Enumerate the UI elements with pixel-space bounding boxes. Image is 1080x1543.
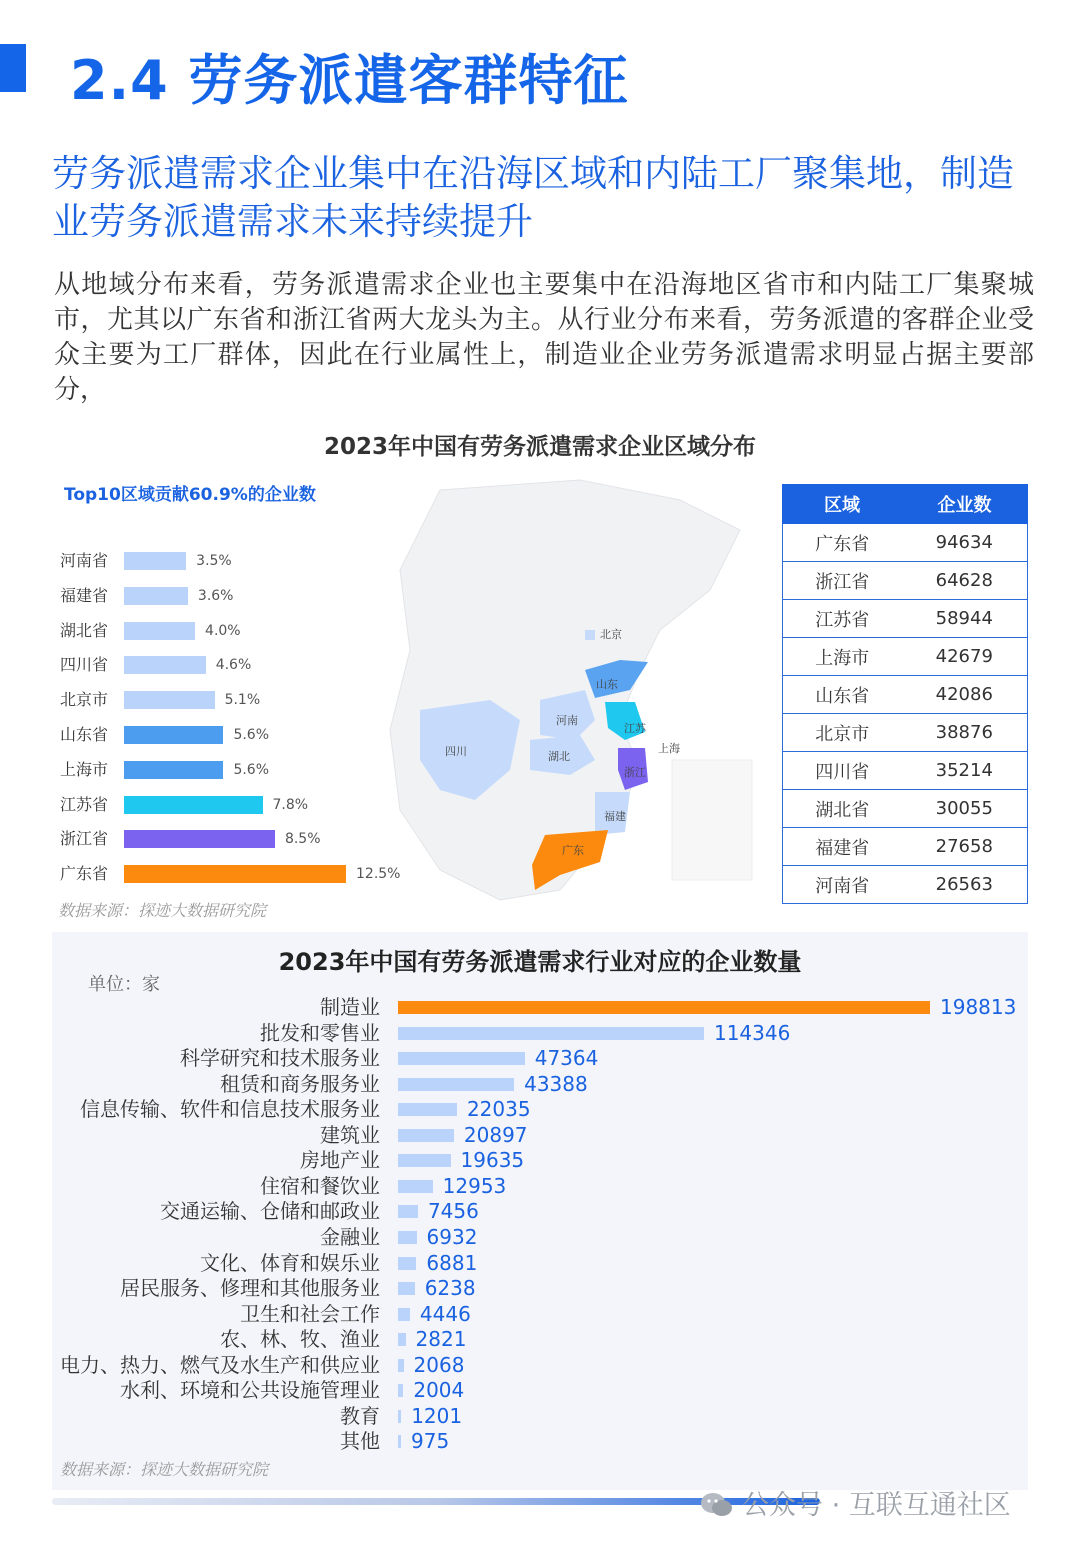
page-title: 2.4 劳务派遣客群特征 — [70, 49, 629, 112]
industry-bar — [398, 1435, 401, 1448]
industry-bar-row — [0, 1429, 1080, 1454]
industry-bar — [398, 1154, 451, 1167]
industry-source-note: 数据来源：探迹大数据研究院 — [60, 1460, 269, 1479]
industry-bar-row — [0, 1046, 1080, 1071]
industry-bar-row — [0, 1251, 1080, 1273]
region-bar-value: 3.5% — [196, 553, 232, 569]
table-row — [783, 600, 1028, 638]
industry-bar-label: 水利、环境和公共设施管理业 — [120, 1378, 380, 1403]
industry-bar-label: 金融业 — [320, 1224, 380, 1249]
table-row — [783, 866, 1028, 904]
industry-bar-row — [0, 1378, 1080, 1403]
industry-bar — [398, 1180, 433, 1193]
industry-bar-label: 信息传输、软件和信息技术服务业 — [80, 1097, 380, 1122]
industry-bar — [398, 1103, 457, 1116]
region-bar-value: 7.8% — [272, 796, 309, 813]
table-cell-region: 广东省 — [783, 524, 902, 562]
industry-bar-value: 4446 — [419, 1301, 471, 1326]
industry-bar-label: 住宿和餐饮业 — [260, 1173, 380, 1198]
table-cell-region: 浙江省 — [783, 562, 902, 600]
region-bar — [124, 691, 215, 709]
table-cell-count: 42086 — [902, 676, 1028, 714]
industry-bar-row — [0, 1021, 1080, 1043]
region-bar — [124, 865, 346, 883]
industry-bar-label: 卫生和社会工作 — [240, 1301, 380, 1326]
table-row — [783, 752, 1028, 790]
region-bar-value: 8.5% — [284, 831, 321, 848]
region-bar-label: 四川省 — [60, 655, 109, 675]
table-cell-region: 江苏省 — [783, 600, 902, 638]
industry-bar — [398, 1359, 404, 1372]
industry-bar-label: 房地产业 — [300, 1148, 380, 1173]
table-row — [783, 524, 1028, 562]
industry-bar — [398, 1001, 930, 1014]
map-label-shanghai: 上海 — [658, 742, 680, 755]
industry-bar-label: 农、林、牧、渔业 — [220, 1327, 380, 1352]
industry-bar-value: 2068 — [413, 1352, 465, 1377]
region-bar — [124, 796, 263, 814]
region-bar-label: 河南省 — [60, 551, 109, 570]
map-label-jiangsu: 江苏 — [624, 722, 646, 735]
region-bar-label: 福建省 — [60, 585, 109, 605]
table-header-count: 企业数 — [902, 485, 1028, 524]
industry-bar-row — [0, 995, 1080, 1017]
industry-bar-value: 1201 — [411, 1403, 463, 1428]
map-label-henan: 河南 — [556, 714, 578, 727]
industry-bar-row — [0, 1302, 1080, 1324]
table-cell-region: 湖北省 — [783, 790, 902, 828]
industry-bar-label: 科学研究和技术服务业 — [180, 1046, 380, 1071]
industry-bar-label: 交通运输、仓储和邮政业 — [160, 1199, 380, 1224]
industry-bar — [398, 1078, 514, 1091]
industry-bar-row — [0, 1174, 1080, 1196]
region-bar-label: 广东省 — [60, 864, 109, 884]
industry-bar — [398, 1205, 418, 1218]
industry-bar-value: 6932 — [426, 1224, 478, 1249]
industry-bar-label: 批发和零售业 — [260, 1020, 380, 1045]
industry-bar — [398, 1282, 415, 1295]
region-source-note: 数据来源：探迹大数据研究院 — [58, 901, 267, 920]
industry-bar-label: 建筑业 — [320, 1122, 380, 1147]
industry-bar-label: 文化、体育和娱乐业 — [200, 1250, 380, 1275]
table-cell-count: 38876 — [902, 714, 1028, 752]
industry-bar-value: 198813 — [940, 995, 1017, 1019]
industry-bar-value: 22035 — [466, 1097, 531, 1122]
south-sea-inset — [672, 760, 752, 880]
industry-bar-value: 43388 — [524, 1071, 588, 1096]
region-bar-label: 湖北省 — [60, 620, 109, 640]
china-map — [380, 470, 780, 920]
industry-chart-title: 2023年中国有劳务派遣需求行业对应的企业数量 — [278, 948, 802, 976]
industry-bar — [398, 1231, 417, 1244]
industry-bar-row — [0, 1199, 1080, 1224]
table-cell-region: 四川省 — [783, 752, 902, 790]
table-row — [783, 562, 1028, 600]
industry-bar-row — [0, 1225, 1080, 1247]
table-cell-region: 上海市 — [783, 638, 902, 676]
table-cell-count: 26563 — [902, 866, 1028, 904]
body-paragraph: 从地域分布来看，劳务派遣需求企业也主要集中在沿海地区省市和内陆工厂集聚城市，尤其以广东省和浙江省两大龙头为主。从行业分布来看，劳务派遣的客群企业受众主要为工厂群体，因此在行业属性上，制造业企业劳务派遣需求明显占据主要部分， — [54, 270, 1034, 405]
region-bar — [124, 552, 186, 570]
region-bar-label: 浙江省 — [60, 829, 109, 849]
industry-bar-value: 20897 — [463, 1122, 528, 1147]
region-bar-value: 5.6% — [233, 761, 270, 778]
industry-bar — [398, 1052, 525, 1065]
region-bar-label: 北京市 — [60, 690, 109, 710]
industry-bar-row — [0, 1327, 1080, 1352]
table-row — [783, 714, 1028, 752]
section-subtitle: 劳务派遣需求企业集中在沿海区域和内陆工厂聚集地，制造业劳务派遣需求未来持续提升 — [52, 152, 1014, 243]
industry-bar-row — [0, 1148, 1080, 1173]
industry-bar-row — [0, 1353, 1080, 1375]
industry-bar-value: 6238 — [424, 1276, 476, 1301]
table-cell-count: 64628 — [902, 562, 1028, 600]
table-cell-count: 30055 — [902, 790, 1028, 828]
table-cell-count: 27658 — [902, 828, 1028, 866]
region-chart-title: 2023年中国有劳务派遣需求企业区域分布 — [323, 434, 756, 460]
table-header-region: 区域 — [783, 485, 902, 524]
region-bar-label: 上海市 — [60, 759, 109, 779]
table-cell-count: 94634 — [902, 524, 1028, 562]
table-cell-region: 北京市 — [783, 714, 902, 752]
table-cell-region: 福建省 — [783, 828, 902, 866]
top10-label: Top10区域贡献60.9%的企业数 — [64, 485, 316, 505]
region-bar — [124, 587, 188, 605]
region-bar-label: 江苏省 — [60, 794, 109, 814]
map-label-fujian: 福建 — [604, 810, 626, 823]
industry-bar-value: 7456 — [427, 1199, 479, 1224]
map-label-hubei: 湖北 — [548, 750, 570, 763]
industry-unit-label: 单位：家 — [88, 974, 160, 995]
map-label-beijing: 北京 — [600, 628, 622, 641]
region-bar-label: 山东省 — [60, 725, 109, 744]
region-bar-value: 3.6% — [197, 587, 234, 604]
table-row — [783, 676, 1028, 714]
industry-bar-label: 居民服务、修理和其他服务业 — [120, 1276, 380, 1301]
wechat-icon — [700, 1491, 734, 1519]
industry-bar-row — [0, 1123, 1080, 1145]
table-cell-region: 河南省 — [783, 866, 902, 904]
industry-bar — [398, 1027, 704, 1040]
industry-bar — [398, 1384, 403, 1397]
industry-bar — [398, 1333, 406, 1346]
industry-bar-value: 2004 — [413, 1378, 465, 1403]
map-label-zhejiang: 浙江 — [624, 766, 646, 779]
industry-bar-value: 19635 — [460, 1148, 525, 1173]
map-label-sichuan: 四川 — [445, 745, 467, 758]
region-bar-value: 4.6% — [215, 657, 252, 674]
region-bar — [124, 761, 223, 779]
industry-bar-label: 教育 — [340, 1403, 380, 1428]
region-guangdong — [532, 830, 608, 890]
industry-bar-row — [0, 1072, 1080, 1094]
region-bar-value: 4.0% — [205, 622, 241, 639]
region-bar-value: 5.1% — [224, 692, 261, 709]
industry-bar-label: 租赁和商务服务业 — [220, 1071, 380, 1096]
industry-bar-value: 12953 — [442, 1173, 507, 1198]
table-cell-region: 山东省 — [783, 676, 902, 714]
region-bar-value: 5.6% — [233, 727, 270, 743]
map-label-guangdong: 广东 — [562, 844, 584, 857]
industry-bar — [398, 1129, 454, 1142]
table-row — [783, 828, 1028, 866]
region-bar — [124, 622, 195, 640]
table-row — [783, 790, 1028, 828]
industry-bar-value: 47364 — [534, 1046, 599, 1071]
industry-bar-label: 制造业 — [320, 995, 380, 1019]
region-bar — [124, 830, 275, 848]
industry-bar — [398, 1257, 416, 1270]
industry-bar-row — [0, 1097, 1080, 1122]
table-cell-count: 42679 — [902, 638, 1028, 676]
region-table — [782, 484, 1028, 904]
table-row — [783, 638, 1028, 676]
industry-bar-value: 2821 — [415, 1327, 467, 1352]
industry-bar-value: 114346 — [713, 1020, 791, 1045]
industry-bar-label: 电力、热力、燃气及水生产和供应业 — [60, 1352, 380, 1377]
industry-bar-value: 6881 — [426, 1250, 478, 1275]
industry-bar — [398, 1410, 401, 1423]
map-label-shandong: 山东 — [596, 678, 618, 691]
industry-bar — [398, 1308, 410, 1321]
table-cell-count: 35214 — [902, 752, 1028, 790]
industry-bar-label: 其他 — [340, 1429, 380, 1454]
industry-bar-row — [0, 1276, 1080, 1301]
region-beijing — [585, 630, 595, 640]
title-marker — [0, 44, 26, 92]
region-bar — [124, 656, 206, 674]
industry-bar-row — [0, 1404, 1080, 1426]
industry-bar-value: 975 — [411, 1429, 450, 1454]
watermark-text: 公众号 · 互联互通社区 — [742, 1490, 1011, 1521]
watermark — [700, 1483, 1011, 1522]
region-bar — [124, 726, 223, 744]
region-bar-value: 12.5% — [356, 866, 401, 883]
table-cell-count: 58944 — [902, 600, 1028, 638]
